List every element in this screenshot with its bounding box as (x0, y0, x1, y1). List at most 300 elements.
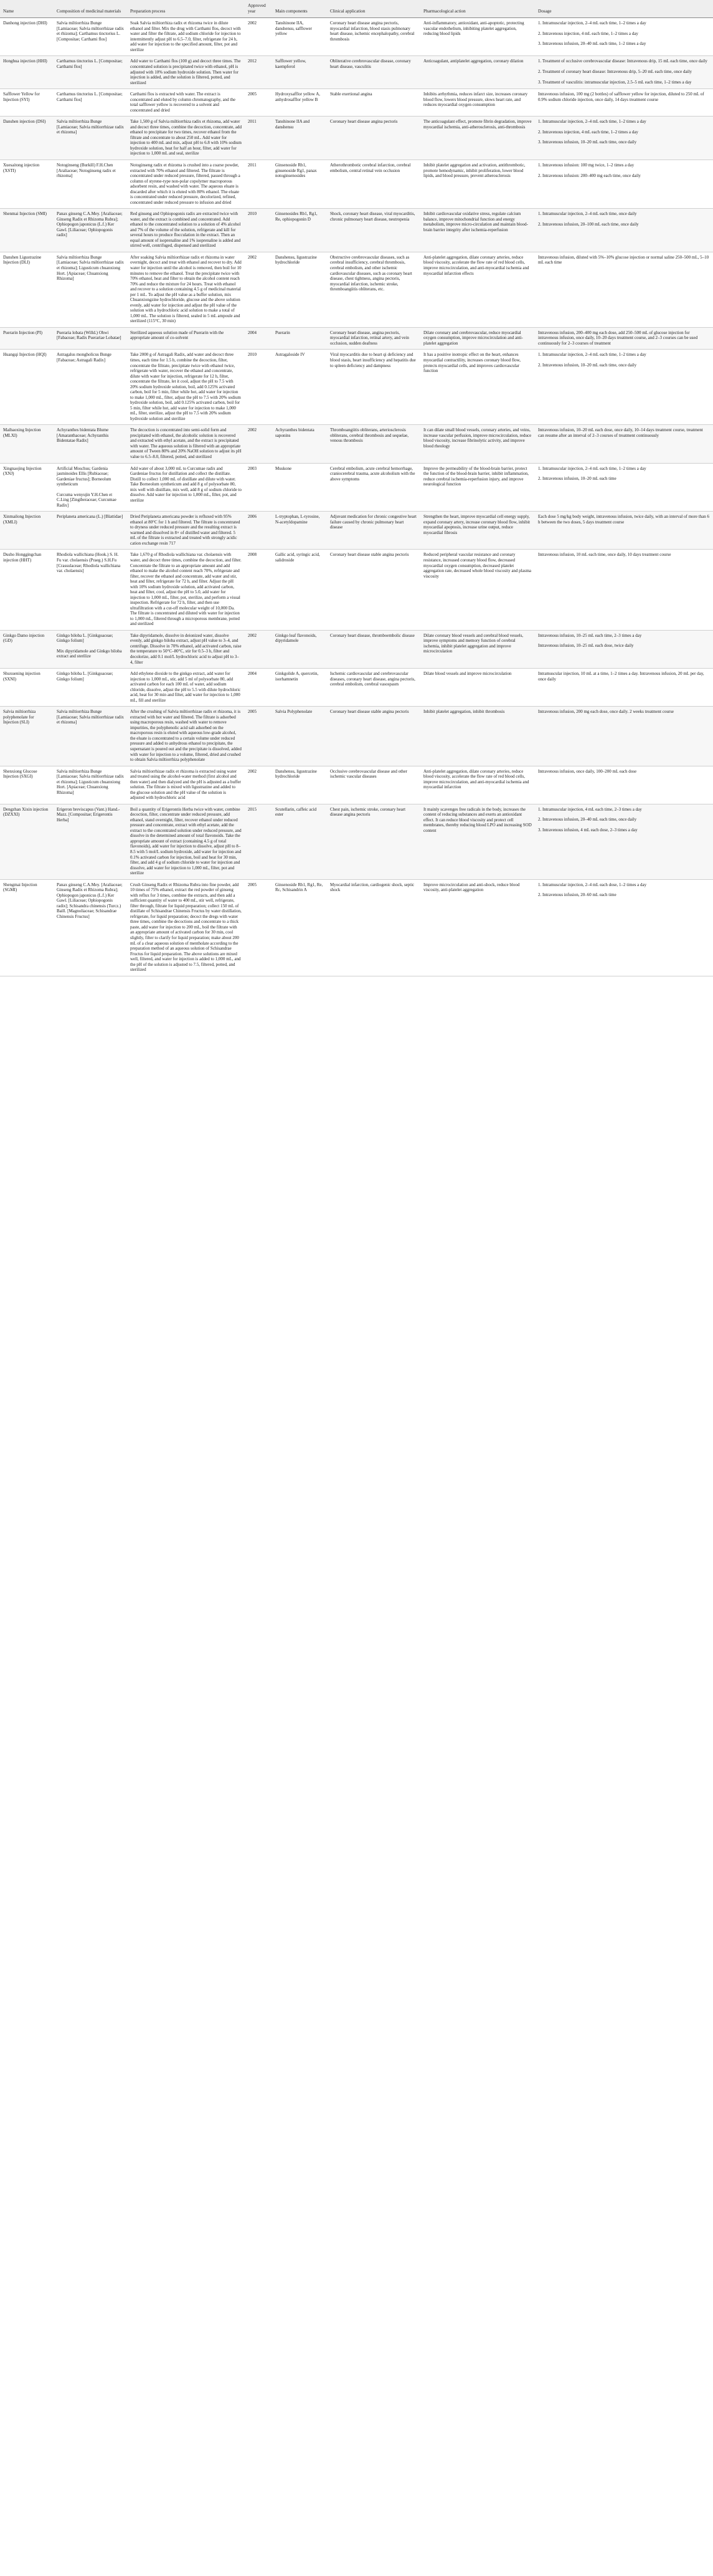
cell-preparation (127, 117, 245, 160)
cell-dosage (535, 463, 713, 512)
cell-text: After the crushing of Salvia miltiorrhizae radix et rhizoma, it is extracted with hot water and filtered. The filtrate is adsorbed using macroporous resin, washed with water to remove impurities, the polyphenolic acid salt adsorbed on the macroporous resin is eluted with aqueous low-grade alcohol, the eluate is concentrated to a certain volume under reduced pressure and added to anhydrous ethanol to precipitate, the supernatant is poured out and the precipitate is dissolved, added with water for injection to a volume, filtered, dried and crushed to obtain Salvia miltiorrhiza polyphenolate (130, 709, 242, 763)
cell-text: Salvia Polyphenolate (275, 709, 313, 715)
table-row (0, 117, 713, 160)
cell-clinical-application (327, 350, 420, 425)
cell-text: Cerebral embolism, acute cerebral hemorrhage, craniocerebral trauma, acute alcoholism with the above symptoms (330, 465, 415, 482)
cell-preparation (127, 804, 245, 879)
cell-main-components (272, 209, 327, 252)
cell-main-components (272, 766, 327, 804)
cell-text: 2002 (248, 427, 257, 433)
table-row (0, 425, 713, 463)
cell-approved-year (245, 630, 272, 668)
cell-text: Dilate coronary and cerebrovascular, reduce myocardial oxygen consumption, improve microcirculation and anti-platelet aggregation (423, 330, 523, 346)
cell-text: Intravenous infusion, 10–25 mL each dose, twice daily (538, 643, 634, 649)
cell-clinical-application (327, 463, 420, 512)
cell-text: 2. Intravenous infusion, 20–100 mL each time, once daily (538, 221, 639, 227)
cell-text: 2005 (248, 882, 257, 887)
cell-main-components (272, 89, 327, 117)
cell-text: Panax ginseng C.A.Mey. [Araliaceae; Ginseng Radix et Rhizoma Rubra]; Ophiopogon japonicus (L.f.) Ker Gawl. [Liliaceae; Ophiopogonis radix] (57, 211, 123, 238)
cell-preparation (127, 669, 245, 707)
cell-approved-year (245, 252, 272, 327)
cell-text: 2002 (248, 632, 257, 638)
cell-text: Reduced peripheral vascular resistance and coronary resistance, increased coronary blood flow, decreased myocardial oxygen consumption, decreased platelet aggregation rate, decreased whole blood viscosity and plasma viscosity (423, 552, 531, 579)
cell-text: 2010 (248, 211, 257, 217)
cell-name (0, 56, 54, 89)
header-pharmacological-action: Pharmacological action (420, 0, 535, 18)
cell-clinical-application (327, 117, 420, 160)
cell-clinical-application (327, 18, 420, 56)
cell-pharmacological-action (420, 209, 535, 252)
cell-pharmacological-action (420, 550, 535, 630)
cell-text: L-tryptophan, L-tyrosine, N-acetyldopamine (275, 514, 320, 525)
cell-approved-year (245, 707, 272, 766)
cell-dosage (535, 550, 713, 630)
cell-text: Salvia miltiorrhiza polyphenolate for Injection (SLI) (3, 709, 36, 725)
cell-composition (54, 160, 127, 208)
cell-preparation (127, 56, 245, 89)
cell-clinical-application (327, 89, 420, 117)
cell-pharmacological-action (420, 252, 535, 327)
cell-composition (54, 512, 127, 550)
cell-text: Coronary heart disease angina pectoris, myocardial infarction, blood stasis pulmonary heart disease, ischemic encephalopathy, cerebral thrombosis (330, 21, 415, 42)
cell-text: Intravenous infusion, diluted with 5%–10% glucose injection or normal saline 250–500 mL, 5–10 mL each time (538, 254, 709, 265)
cell-text: Ginkgolide A, quercetin, isorhamnetin (275, 671, 319, 682)
table-row (0, 56, 713, 89)
cell-text: Intravenous infusion, once daily, 100–200 mL each dose (538, 768, 637, 774)
cell-text: Notoginseng (Burkill) F.H.Chen [Araliaceae; Notoginseng radix et rhizoma] (57, 162, 116, 179)
cell-preparation (127, 512, 245, 550)
header-approved-year: Approved year (245, 0, 272, 18)
cell-text: 1. Intramuscular injection, 2–4 mL each time, 1–2 times a day (538, 21, 646, 26)
cell-main-components (272, 160, 327, 208)
cell-clinical-application (327, 56, 420, 89)
cell-text: 2. Intravenous infusion, 10–20 mL each time, once daily (538, 362, 637, 368)
cell-text: Carthamus tinctorius L. [Compositae; Carthami flos] (57, 59, 123, 69)
cell-preparation (127, 879, 245, 976)
table-row (0, 512, 713, 550)
cell-name (0, 160, 54, 208)
cell-text: 2011 (248, 119, 257, 125)
cell-text: 2012 (248, 59, 257, 64)
cell-text: Shengmai Injection (SGMI) (3, 882, 37, 893)
cell-text: Danshen injection (DSI) (3, 119, 46, 125)
cell-dosage (535, 252, 713, 327)
cell-text: Anti-platelet aggregation, dilate coronary arteries, reduce blood viscosity, accelerate the flow rate of red blood cells, improve microcirculation, and anti-myocardial ischemia and myocardial infarction (423, 768, 529, 790)
cell-text: Danhong injection (DHI) (3, 21, 47, 26)
cell-text: Dried Periplaneta americana powder is refluxed with 95% ethanol at 80°C for 1 h and filtered. The filtrate is concentrated to dryness under reduced pressure and the resulting extract is warmed and dissolved in 8× of distilled water and filtered. 5 mL of the filtrate is extracted and treated with strongly acidic cation exchange resin 717 (130, 514, 240, 546)
cell-text: It has a positive inotropic effect on the heart, enhances myocardial contractility, increases coronary blood flow, protects myocardial cells, and improves cardiovascular function (423, 352, 521, 374)
cell-text: Hydroxysafflor yellow A, anhydrosafflor yellow B (275, 92, 320, 102)
cell-preparation (127, 89, 245, 117)
cell-approved-year (245, 56, 272, 89)
cell-text: Ginkgo leaf flavonoids, dipyridamole (275, 632, 317, 644)
cell-main-components (272, 804, 327, 879)
cell-composition (54, 766, 127, 804)
cell-main-components (272, 879, 327, 976)
cell-approved-year (245, 463, 272, 512)
cell-text: Take 2000 g of Astragali Radix, add water and decoct three times, each time for 1.5 h, combine the decoction, filter, concentrate the filtrate, precipitate twice with ethanol twice, refrigerate with water, recover the ethanol and concentrate, dilute with water for injection, refrigerate for 12 h, filter, concentrate the filtrate, let it cool, adjust the pH to 7.5 with 20% sodium hydroxide solution, boil, add 0.125% activated carbon, boil for 5 min, filter while hot, add water for injection to make 1,000 mL, filter, adjust the pH to 7.5 with 20% sodium hydroxide solution, boil, add 0.125% activated carbon, boil for 5 min, filter while hot, add water for injection to make 1,000 mL, filter, sterilize, adjust the pH to 7.5 with 20% sodium hydroxide solution and sterilize (130, 352, 241, 421)
cell-text: Strengthen the heart, improve myocardial cell energy supply, expand coronary artery, increase coronary blood flow, inhibit myocardial apoptosis, increase urine output, reduce myocardial fibrosis (423, 514, 531, 535)
cell-text: Take 1,670 g of Rhodiola wallichiana var. cholaensis with water, and decoct three times, combine the decoction, and filter. Concentrate the filtrate to an appropriate amount and add ethanol to make the alcohol content reach 70%, refrigerate and filter, recover the ethanol and concentrate, add water and stir, heat and filter, refrigerate for 72 h, and filter. Adjust the pH with 10% sodium hydroxide solution, add activated carbon, heat and filter, cool, adjust the pH to 5.0, add water for injection to 1,000 mL, filter, pot, sterilize, and perform a visual inspection. Refrigerate for 72 h, filter, and then use ultrafiltration with a cut-off molecular weight of 10,000 Da. The filtrate is concentrated and diluted with water for injection to 1,000 mL, filtered through a microporous membrane, potted and sterilized (130, 552, 242, 627)
cell-text: 2. Intravenous infusion: 200–400 mg each time, once daily (538, 173, 641, 178)
cell-text: Shenmai Injection (SMI) (3, 211, 47, 217)
cell-approved-year (245, 117, 272, 160)
cell-composition (54, 327, 127, 350)
cell-text: Shock, coronary heart disease, viral myocarditis, chronic pulmonary heart disease, neutropenia (330, 211, 415, 222)
cell-approved-year (245, 669, 272, 707)
cell-text: Take dipyridamole, dissolve in deionized water, dissolve evenly, add ginkgo biloba extract, adjust pH value to 3–4, and centrifuge. Dissolve in 70% ethanol, add activated carbon, raise the temperature to 50°C–80°C, stir for 0.5–3 h, filter and decolorize, add 0.1 mol/L hydrochloric acid to adjust pH to 3–4, filter (130, 632, 242, 665)
cell-composition (54, 879, 127, 976)
cell-text: Red ginseng and Ophiopogonis radix are extracted twice with water, and the extract is combined and concentrated. Add ethanol to the concentrated solution to a solution of 4% alcohol and 7% of the volume of the solution, refrigerate and kill for several hours to produce flocculation in the extract. Then an equal amount of isoprenaline and 1% isoprenaline is added and stirred well, centrifuged, dispensed and sterilized (130, 211, 241, 249)
cell-dosage (535, 327, 713, 350)
cell-main-components (272, 18, 327, 56)
cell-text: 1. Treatment of occlusive cerebrovascular disease: Intravenous drip, 15 mL each time, once daily (538, 59, 707, 64)
cell-composition (54, 252, 127, 327)
cell-name (0, 804, 54, 879)
cell-pharmacological-action (420, 463, 535, 512)
cell-clinical-application (327, 630, 420, 668)
cell-text: Safflower Yellow for Injection (SYI) (3, 92, 40, 102)
cell-dosage (535, 160, 713, 208)
cell-text: Ginsenoside Rb1, Rg1, Re, Rc, Schisandrin A (275, 882, 323, 893)
cell-text: 2011 (248, 162, 257, 168)
cell-text: 3. Intravenous infusion, 4 mL each dose, 2–3 times a day (538, 827, 638, 832)
cell-composition (54, 425, 127, 463)
header-dosage: Dosage (535, 0, 713, 18)
cell-text: The decoction is concentrated into semi-solid form and precipitated with ethanol, the alcoholic solution is recovered and extracted with ethyl acetate, and the extract is precipitated with water. The aqueous solution is filtered with an appropriate amount of Tween 80% and 20% NaOH solution to adjust its pH value to 6.5–8.0, filtered, potted, and sterilized (130, 427, 242, 459)
cell-text: Coronary heart disease stable angina pectoris (330, 709, 409, 715)
cell-text: Myocardial infarction, cardiogenic shock, septic shock (330, 882, 415, 893)
cell-text: Rhodiola wallichiana (Hook.) S. H. Fu var. cholaensis (Praeg.) S.H.Fu [Crassulaceae; Rhodiola wallichiana var. cholaensis] (57, 552, 121, 574)
cell-text: 3. Intravenous infusion, 20–40 mL each time, 1–2 times a day (538, 41, 646, 47)
cell-text: Occlusive cerebrovascular disease and other ischemic vascular diseases (330, 768, 407, 780)
cell-text: Inhibits arrhythmia, reduces infarct size, increases coronary blood flow, lowers blood pressure, slows heart rate, and reduces myocardial oxygen consumption (423, 92, 528, 108)
table-row (0, 350, 713, 425)
cell-text: Puerarin Injection (PI) (3, 330, 42, 335)
cell-clinical-application (327, 879, 420, 976)
cell-text: Dilate coronary blood vessels and cerebral blood vessels, improve symptoms and memory function of cerebral ischemia, inhibit platelet aggregation and improve microcirculation (423, 632, 524, 654)
cell-dosage (535, 56, 713, 89)
cell-approved-year (245, 89, 272, 117)
cell-text: 2008 (248, 552, 257, 558)
cell-composition (54, 707, 127, 766)
cell-composition (54, 209, 127, 252)
cell-text: Maibaoxing Injection (MLXI) (3, 427, 41, 438)
cell-text: 3. Intravenous infusion, 10–20 mL each time, once daily (538, 140, 637, 145)
cell-preparation (127, 160, 245, 208)
cell-dosage (535, 209, 713, 252)
cell-main-components (272, 252, 327, 327)
cell-text: 1. Intramuscular injection, 4 mL each time, 2–3 times a day (538, 806, 642, 812)
cell-text: Astragaloside IV (275, 352, 305, 358)
cell-approved-year (245, 350, 272, 425)
table-row (0, 463, 713, 512)
cell-dosage (535, 425, 713, 463)
cell-text: Add water of about 3,000 mL to Curcumae radix and Gardeniae fructus for distillation and collect the distillate. Distill to collect 1,000 mL of distillate and dilute with water. Take Borneolum syntheticum and add 8 g of polysorbate 80, mix well with distillate, mix well, add 8 g of sodium chloride to dissolve. Add water for injection to 1,000 mL, filter, pot, and sterilize (130, 465, 242, 503)
cell-dosage (535, 766, 713, 804)
cell-text: Intravenous infusion, 200 mg each dose, once daily. 2 weeks treatment course (538, 709, 674, 715)
cell-composition (54, 463, 127, 512)
cell-name (0, 117, 54, 160)
cell-text: 2010 (248, 352, 257, 358)
cell-dosage (535, 350, 713, 425)
cell-text: Puerarin (275, 330, 290, 335)
cell-text: 1. Intramuscular injection, 2–4 mL each time, once daily (538, 211, 637, 217)
cell-name (0, 766, 54, 804)
cell-text: Soak Salvia miltiorrhiza radix et rhizoma twice in dilute ethanol and filter. Mix the drug with Carthami flos, decoct with water and filter the filtrate, add sodium chloride for injection to intermittently adjust pH to 6.5–7.0, filter, refrigerate for 24 h, add water for injection to the specified amount, filter, pot and sterilize (130, 21, 241, 52)
cell-pharmacological-action (420, 56, 535, 89)
cell-pharmacological-action (420, 425, 535, 463)
table-row (0, 89, 713, 117)
cell-text: Notoginseng radix et rhizoma is crushed into a coarse powder, extracted with 70% ethanol and filtered. The filtrate is concentrated under reduced pressure, filtered, passed through a column of styrene-type non-polar copolymer macroporous adsorbent resin, and washed with water. The aqueous eluate is discarded after which it is eluted with 80% ethanol. The eluate is concentrated under reduced pressure, decolorized, refined, concentrated under reduced pressure to infusion and dried (130, 162, 240, 205)
cell-text: Shuxuening injection (SXNI) (3, 671, 40, 682)
cell-composition (54, 804, 127, 879)
cell-composition (54, 550, 127, 630)
cell-clinical-application (327, 766, 420, 804)
cell-name (0, 879, 54, 976)
cell-dosage (535, 669, 713, 707)
cell-clinical-application (327, 425, 420, 463)
cell-text: Panax ginseng C.A.Mey. [Araliaceae; Ginseng Radix et Rhizoma Rubra]; Ophiopogon japonicus (L.f.) Ker Gawl. [Liliaceae; Ophiopogonis radix]; Schisandra chinensis (Turcz.) Baill. [Magnoliaceae; Schisandrae Chinensis Fructus] (57, 882, 123, 919)
cell-main-components (272, 117, 327, 160)
cell-text: Mix dipyridamole and Ginkgo biloba extract and sterilize (57, 648, 122, 659)
cell-composition (54, 117, 127, 160)
cell-text: Ischemic cardiovascular and cerebrovascular diseases, coronary heart disease, angina pectoris, cerebral embolism, cerebral vasospasm (330, 671, 415, 687)
cell-text: Tanshinone IIA and danshensu (275, 119, 310, 130)
table-row (0, 669, 713, 707)
cell-name (0, 707, 54, 766)
cell-text: After soaking Salvia miltiorrhizae radix et rhizoma in water overnight, decoct and treat with ethanol and recover to dry. Add water for injection until the alcohol is removed, then boil for 10 minutes to remove the ethanol. Treat the precipitate twice with 70% ethanol, heat and filter to obtain the alcohol content reach 70% and reduce the mixture for 24 hours. Treat with ethanol and recover to a solution containing 4.5 g of medicinal material per 1 mL. To adjust the pH value as a buffer solution, mix Chuanxiongzine hydrochloride, glucose and the above solution evenly, add water for injection and adjust the pH value of the solution with a hydrochloric acid solution to make a total of 1,000 mL. The solution is filtered, sealed in 5 mL ampoule and sterilized (115°C, 30 min) (130, 254, 242, 324)
cell-text: Dilate blood vessels and improve microcirculation (423, 671, 512, 677)
cell-text: 3. Treatment of vasculitis: intramuscular injection, 2.5–5 mL each time, 1–2 times a day (538, 79, 692, 85)
cell-composition (54, 669, 127, 707)
cell-text: Salvia miltiorrhiza Bunge [Lamiaceae; Salvia miltiorrhizae radix et rhizoma]; Carthamus tinctorius L. [Compositae; Carthami flos] (57, 21, 124, 42)
cell-text: Muskone (275, 465, 292, 471)
cell-text: 2004 (248, 330, 257, 335)
cell-name (0, 630, 54, 668)
data-table (0, 0, 713, 976)
cell-text: 2. Intravenous infusion, 20–40 mL each time, once daily (538, 817, 637, 823)
cell-main-components (272, 425, 327, 463)
cell-text: Xingnaojing Injection (XNJ) (3, 465, 42, 477)
cell-preparation (127, 209, 245, 252)
header-main-components: Main components (272, 0, 327, 18)
cell-text: Tanshinone IIA, danshensu, safflower yellow (275, 21, 312, 37)
cell-text: Anti-platelet aggregation, dilate coronary arteries, reduce blood viscosity, accelerate the flow rate of red blood cells, improve microcirculation, and anti-myocardial ischemia and myocardial infarction effects (423, 254, 529, 276)
cell-main-components (272, 512, 327, 550)
table-row (0, 252, 713, 327)
cell-text: Achyranthes bidentata saponins (275, 427, 314, 438)
cell-text: Pueraria lobata (Willd.) Ohwi [Fabaceae; Radix Puerariae Lobatae] (57, 330, 121, 341)
cell-preparation (127, 463, 245, 512)
table-row (0, 209, 713, 252)
cell-text: Each dose 5 mg/kg body weight, intravenous infusion, twice daily, with an interval of more than 6 h between the two doses, 5 days treatment course (538, 514, 710, 525)
cell-name (0, 425, 54, 463)
cell-text: Ginkgo biloba L. [Ginkgoaceae; Ginkgo folium] (57, 671, 113, 682)
cell-text: Intravenous infusion, 10–25 mL each time, 2–3 times a day (538, 632, 642, 638)
cell-main-components (272, 630, 327, 668)
cell-text: 2003 (248, 465, 257, 471)
cell-text: Obliterative cerebrovascular disease, coronary heart disease, vasculitis (330, 59, 411, 69)
cell-text: Take 1,500 g of Salvia miltiorrhiza radix et rhizoma, add water and decoct three times, combine the decoction, concentrate, add ethanol to precipitate for two times, recover ethanol from the filtrate and concentrate to about 250 mL. Add water for injection to 400 mL and mix, adjust pH to 6.8 with 10% sodium hydroxide solution, heat for half an hour, filter, add water for injection to 1,000 mL and seal, sterilize (130, 119, 242, 156)
cell-text: Xinmailong Injection (XMLI) (3, 514, 41, 525)
cell-preparation (127, 350, 245, 425)
cell-text: Add ethylene dioxide to the ginkgo extract, add water for injection to 1,000 mL, stir, add 5 ml of polysorbate 80, add activated carbon for each 100 mL of water, add sodium chloride, dissolve, adjust the pH to 5.5 with dilute hydrochloric acid, heat for 30 min and filter, add water for injection to 1,000 mL, fill and sterilize (130, 671, 241, 703)
cell-preparation (127, 766, 245, 804)
cell-text: 1. Intravenous infusion: 100 mg twice, 1–2 times a day (538, 162, 635, 168)
cell-text: Astragalus mongholicus Bunge [Fabaceae; Astragali Radix] (57, 352, 111, 363)
cell-composition (54, 56, 127, 89)
cell-dosage (535, 512, 713, 550)
cell-text: Scutellarin, caffeic acid ester (275, 806, 317, 818)
cell-clinical-application (327, 160, 420, 208)
cell-text: 1. Intramuscular injection, 2–4 mL each dose, 1–2 times a day (538, 882, 647, 887)
cell-main-components (272, 350, 327, 425)
cell-text: Dusho Honggingchan injection (HHT) (3, 552, 42, 563)
table-row (0, 707, 713, 766)
cell-text: 2005 (248, 709, 257, 715)
cell-clinical-application (327, 327, 420, 350)
cell-text: 2. Intravenous infusion, 10–20 mL each time (538, 476, 616, 482)
cell-name (0, 18, 54, 56)
cell-text: 2. Intravenous injection, 4 mL each time, 1–2 times a day (538, 31, 638, 36)
cell-text: Improve the permeability of the blood-brain barrier, protect the function of the blood-brain barrier, inhibit inflammation, reduce cerebral ischemia-reperfusion injury, and improve neurological function (423, 465, 529, 487)
cell-text: It mainly scavenges free radicals in the body, increases the content of reducing substances and exerts an antioxidant effect. It can reduce blood viscosity and protect cell membranes, thereby reducing blood LPO and increasing SOD content (423, 806, 532, 833)
cell-composition (54, 630, 127, 668)
cell-text: Atherothrombotic cerebral infarction, cerebral embolism, central retinal vein occlusion (330, 162, 411, 173)
cell-text: Sterilized aqueous solution made of Puerarin with the appropriate amount of co-solvent (130, 330, 224, 341)
table-body (0, 18, 713, 976)
cell-text: Intravenous infusion, 100 mg (2 bottles) of safflower yellow for injection, diluted to 250 mL of 0.9% sodium chloride injection, once daily, 14 days treatment course (538, 92, 704, 102)
cell-text: Gallic acid, syringic acid, salidroside (275, 552, 320, 563)
cell-approved-year (245, 766, 272, 804)
cell-text: 1. Intramuscular injection, 2–4 mL each time, 1–2 times a day (538, 352, 646, 358)
cell-approved-year (245, 879, 272, 976)
cell-text: Curcuma wenyujin Y.H.Chen et C.Ling [Zingiberaceae; Curcumae Radix] (57, 492, 116, 508)
cell-text: Xuesaitong injection (XSTI) (3, 162, 40, 173)
cell-text: Salvia miltiorrhiza Bunge [Lamiaceae; Salvia miltiorrhizae radix et rhizoma]; Ligusticum chuanxiong Hort. [Apiaceae; Chuanxiong Rhizoma] (57, 768, 124, 795)
cell-pharmacological-action (420, 160, 535, 208)
table-row (0, 630, 713, 668)
cell-text: Danshensu, ligustrazine hydrochloride (275, 768, 317, 780)
cell-dosage (535, 630, 713, 668)
cell-composition (54, 89, 127, 117)
cell-text: Achyranthes bidentata Blume [Amaranthaceae; Achyranthis Bidentatae Radix] (57, 427, 109, 444)
cell-text: Huangqi Injection (HQI) (3, 352, 47, 358)
cell-text: 2002 (248, 21, 257, 26)
cell-approved-year (245, 327, 272, 350)
cell-main-components (272, 56, 327, 89)
cell-text: Stable exertional angina (330, 92, 372, 97)
cell-text: Adjuvant medication for chronic congestive heart failure caused by chronic pulmonary heart disease (330, 514, 417, 530)
header-name: Name (0, 0, 54, 18)
cell-text: Intramuscular injection, 10 mL at a time, 1–2 times a day. Intravenous infusion, 20 mL per day, once daily (538, 671, 704, 682)
header-clinical-application: Clinical application (327, 0, 420, 18)
cell-text: Ginkgo biloba L. [Ginkgoaceae; Ginkgo folium] (57, 632, 113, 644)
cell-text: Ginkgo Damo injection (GD) (3, 632, 45, 644)
cell-text: Add water to Carthami flos (100 g) and decoct three times. The concentrated solution is precipitated twice with ethanol, pH is adjusted with 10% sodium hydroxide solution. Then water for injection is added, and the solution is filtered, potted, and sterilized (130, 59, 241, 85)
cell-clinical-application (327, 669, 420, 707)
cell-text: Salvia miltiorrhiza Bunge [Lamiaceae; Salvia miltiorrhizae radix et rhizoma]; Ligusticum chuanxiong Hort. [Apiaceae; Chuanxiong Rhizoma] (57, 254, 124, 282)
cell-text: Honghua injection (HHI) (3, 59, 47, 64)
cell-pharmacological-action (420, 766, 535, 804)
cell-preparation (127, 327, 245, 350)
header-composition: Composition of medicinal materials (54, 0, 127, 18)
cell-text: 2002 (248, 254, 257, 260)
cell-approved-year (245, 550, 272, 630)
cell-text: Chest pain, ischemic stroke, coronary heart disease angina pectoris (330, 806, 406, 818)
cell-text: 1. Intramuscular injection, 2–4 mL each time, 1–2 times a day (538, 465, 646, 471)
cell-preparation (127, 707, 245, 766)
cell-preparation (127, 18, 245, 56)
cell-text: 2015 (248, 806, 257, 812)
cell-approved-year (245, 18, 272, 56)
cell-text: Dengzhan Xixin injection (DZXXI) (3, 806, 49, 818)
cell-text: Coronary heart disease, thromboembolic disease (330, 632, 415, 638)
cell-text: 2002 (248, 768, 257, 774)
cell-name (0, 512, 54, 550)
cell-name (0, 209, 54, 252)
cell-text: Salvia miltiorrhiza Bunge [Lamiaceae; Salvia miltiorrhizae radix et rhizoma] (57, 119, 124, 135)
cell-text: Carthamus tinctorius L. [Compositae; Carthami flos] (57, 92, 123, 102)
cell-main-components (272, 707, 327, 766)
cell-dosage (535, 117, 713, 160)
cell-preparation (127, 252, 245, 327)
cell-text: 1. Intramuscular injection, 2–4 mL each time, 1–2 times a day (538, 119, 646, 125)
cell-approved-year (245, 804, 272, 879)
cell-name (0, 463, 54, 512)
cell-text: Improve microcirculation and anti-shock, reduce blood viscosity, anti-platelet aggregation (423, 882, 520, 893)
cell-text: Coronary heart disease, angina pectoris, myocardial infarction, retinal artery, and vein occlusion, sudden deafness (330, 330, 409, 346)
cell-dosage (535, 89, 713, 117)
cell-text: Intravenous infusion, 200–400 mg each dose, add 250–500 mL of glucose injection for intravenous infusion, once daily, 10–20 days treatment course, and 2–3 courses can be used continuously for 2–3 courses of treatment (538, 330, 698, 346)
cell-text: Shenxiong Glucose Injection (SXGI) (3, 768, 37, 780)
cell-clinical-application (327, 512, 420, 550)
cell-text: 2. Treatment of coronary heart disease: Intravenous drip, 5–20 mL each time, once daily (538, 69, 692, 74)
cell-pharmacological-action (420, 804, 535, 879)
cell-text: Danshensu, ligustrazine hydrochloride (275, 254, 317, 265)
cell-text: 2. Intravenous injection, 4 mL each time, 1–2 times a day (538, 129, 638, 135)
cell-clinical-application (327, 252, 420, 327)
cell-clinical-application (327, 804, 420, 879)
cell-name (0, 327, 54, 350)
cell-name (0, 550, 54, 630)
cell-composition (54, 18, 127, 56)
cell-text: Erigeron breviscapus (Vant.) Hand.-Mazz. [Compositae; Erigerontis Herba] (57, 806, 120, 823)
cell-text: Danshen Ligustrazine Injection (DLI) (3, 254, 42, 265)
cell-dosage (535, 879, 713, 976)
cell-name (0, 350, 54, 425)
cell-text: Inhibit platelet aggregation, inhibit thrombosis (423, 709, 505, 715)
cell-main-components (272, 463, 327, 512)
cell-text: Crush Ginseng Radix et Rhizoma Rubra into fine powder, add 10 times of 75% ethanol, extract the red powder of ginseng with reflux for 3 times, combine the extracts, and then add a sufficient quantity of water to 400 mL, stir well, refrigerate, filter through, filtrate for liquid preparation; collect 150 mL of distillate of Schisandrae Chinensis Fructus by water distillation, refrigerate, for liquid preparation; decoct the dregs with water three times, combine the decoctions and concentrate to a thick paste, add water for injection to 200 mL, boil the filtrate with an appropriate amount of activated carbon for 30 min, cool slightly, filter to clarify for liquid preparation; make about 200 mL of a clear aqueous solution of mentholate according to the preparation method of an aqueous solution of Schisandrae Fructus for liquid preparation. The above solutions are mixed well, filtered, and water for injection is added to 1,000 mL, and the pH of the solution is adjusted to 7.5, filtered, potted, and sterilized (130, 882, 242, 973)
cell-preparation (127, 425, 245, 463)
cell-text: Coronary heart disease angina pectoris (330, 119, 398, 125)
cell-pharmacological-action (420, 512, 535, 550)
cell-text: Inhibit platelet aggregation and activation, antithrombotic, promote hemodynamic, inhibit proliferation, lower blood lipids, and blood pressure, prevent atherosclerosis (423, 162, 526, 179)
cell-pharmacological-action (420, 89, 535, 117)
cell-pharmacological-action (420, 117, 535, 160)
cell-pharmacological-action (420, 327, 535, 350)
cell-name (0, 669, 54, 707)
table-row (0, 18, 713, 56)
cell-approved-year (245, 160, 272, 208)
table-row (0, 160, 713, 208)
cell-clinical-application (327, 550, 420, 630)
cell-text: Viral myocarditis due to heart qi deficiency and blood stasis, heart insufficiency and hepatitis due to spleen deficiency and dampness (330, 352, 416, 368)
table-row (0, 327, 713, 350)
table-row (0, 766, 713, 804)
